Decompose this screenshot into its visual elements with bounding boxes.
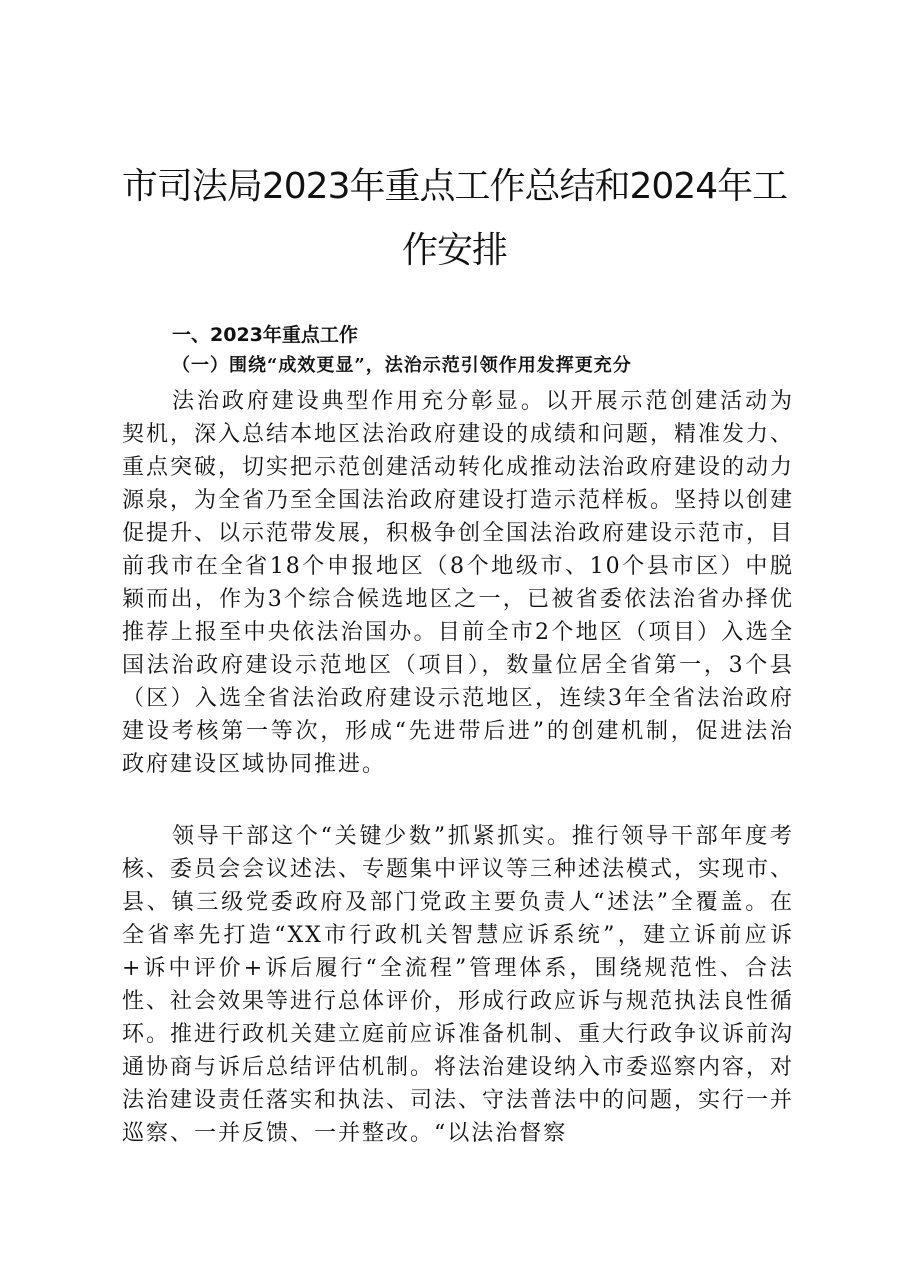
section-heading: 一、2023年重点工作 xyxy=(172,324,358,346)
subsection-heading: （一）围绕“成效更显”，法治示范引领作用发挥更充分 xyxy=(172,355,632,376)
document-title-line-2: 作安排 xyxy=(401,230,507,271)
body-paragraph-2: 领导干部这个“关键少数”抓紧抓实。推行领导干部年度考核、委员会会议述法、专题集中评议等三种述法模式，实现市、县、镇三级党委政府及部门党政主要负责人“述法”全覆盖。在全省率先打造“XX市行政机关智慧应诉系统”，建立诉前应诉+诉中评价+诉后履行“全流程”管理体系，围绕规范性、合法性、社会效果等进行总体评价，形成行政应诉与规范执法良性循环。推进行政机关建立庭前应诉准备机制、重大行政争议诉前沟通协商与诉后总结评估机制。将法治建设纳入市委巡察内容，对法治建设责任落实和执法、司法、守法普法中的问题，实行一并巡察、一并反馈、一并整改。“以法治督察 xyxy=(122,824,795,1146)
document-title-line-1: 市司法局2023年重点工作总结和2024年工 xyxy=(121,166,788,207)
body-paragraph-1: 法治政府建设典型作用充分彰显。以开展示范创建活动为契机，深入总结本地区法治政府建设的成绩和问题，精准发力、重点突破，切实把示范创建活动转化成推动法治政府建设的动力源泉，为全省乃至全国法治政府建设打造示范样板。坚持以创建促提升、以示范带发展，积极争创全国法治政府建设示范市，目前我市在全省18个申报地区（8个地级市、10个县市区）中脱颖而出，作为3个综合候选地区之一，已被省委依法治省办择优推荐上报至中央依法治国办。目前全市2个地区（项目）入选全国法治政府建设示范地区（项目），数量位居全省第一，3个县（区）入选全省法治政府建设示范地区，连续3年全省法治政府建设考核第一等次，形成“先进带后进”的创建机制，促进法治政府建设区域协同推进。 xyxy=(122,389,795,777)
